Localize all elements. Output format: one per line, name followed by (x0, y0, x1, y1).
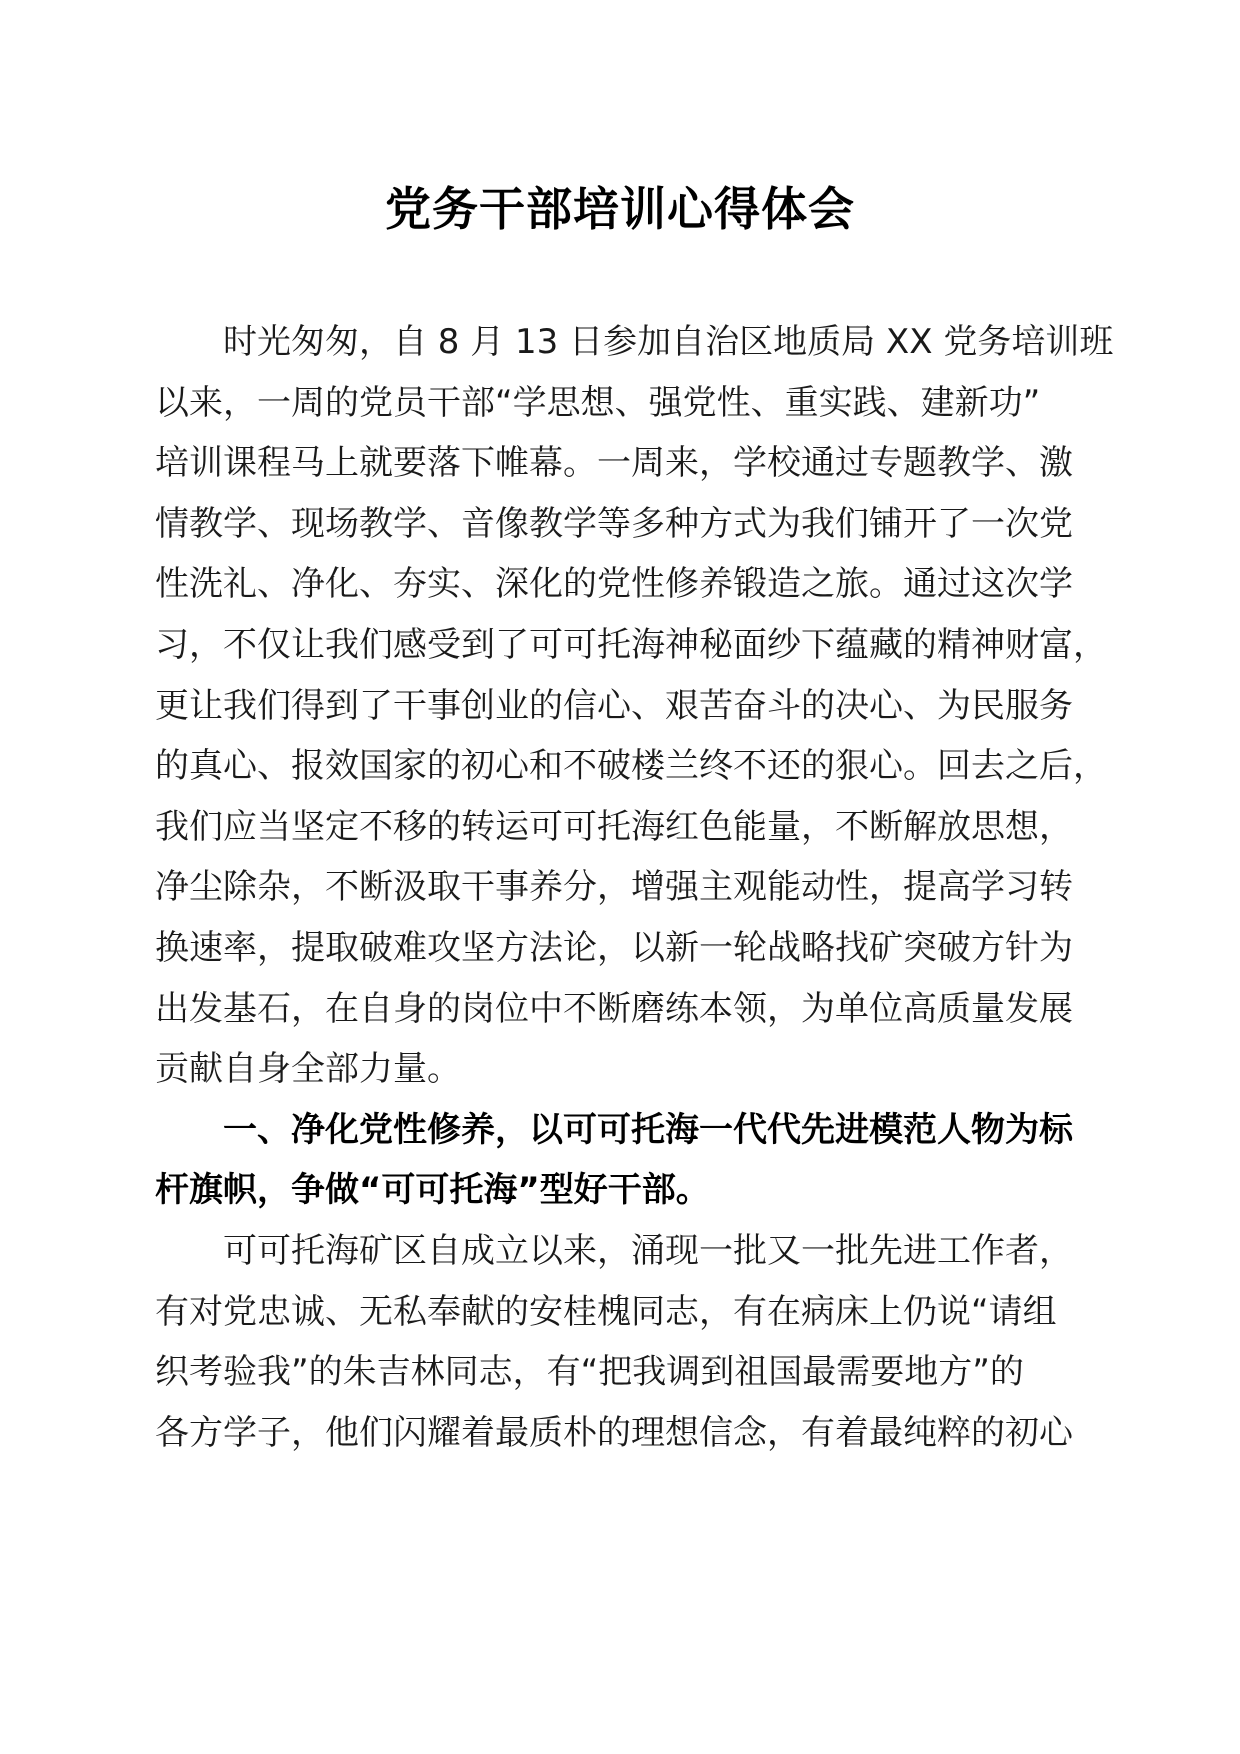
paragraph-line: 习，不仅让我们感受到了可可托海神秘面纱下蕴藏的精神财富， (155, 624, 1107, 665)
paragraph-line: 有对党忠诚、无私奉献的安桂槐同志，有在病床上仍说“请组 (155, 1291, 1057, 1332)
paragraph-line: 可可托海矿区自成立以来，涌现一批又一批先进工作者， (155, 1230, 1073, 1271)
paragraph-line: 贡献自身全部力量。 (155, 1049, 461, 1090)
document-title: 党务干部培训心得体会 (385, 182, 855, 236)
paragraph-line: 我们应当坚定不移的转运可可托海红色能量，不断解放思想， (155, 806, 1073, 847)
paragraph-line: 换速率，提取破难攻坚方法论，以新一轮战略找矿突破方针为 (155, 927, 1073, 968)
paragraph-line: 性洗礼、净化、夯实、深化的党性修养锻造之旅。通过这次学 (155, 564, 1073, 605)
paragraph-line: 各方学子，他们闪耀着最质朴的理想信念，有着最纯粹的初心 (155, 1412, 1073, 1453)
paragraph-line: 培训课程马上就要落下帷幕。一周来，学校通过专题教学、激 (155, 443, 1073, 484)
paragraph-line: 以来，一周的党员干部“学思想、强党性、重实践、建新功” (155, 382, 1041, 423)
paragraph-line: 净尘除杂，不断汲取干事养分，增强主观能动性，提高学习转 (155, 867, 1073, 908)
document-body (155, 312, 1114, 1463)
section-heading-line: 一、净化党性修养，以可可托海一代代先进模范人物为标 (155, 1109, 1073, 1150)
paragraph-line: 更让我们得到了干事创业的信心、艰苦奋斗的决心、为民服务 (155, 685, 1073, 726)
paragraph-line: 的真心、报效国家的初心和不破楼兰终不还的狠心。回去之后， (155, 746, 1107, 787)
paragraph-line: 织考验我”的朱吉林同志，有“把我调到祖国最需要地方”的 (155, 1352, 1024, 1393)
paragraph-line: 时光匆匆，自 8 月 13 日参加自治区地质局 XX 党务培训班 (155, 322, 1114, 362)
paragraph-line: 出发基石，在自身的岗位中不断磨练本领，为单位高质量发展 (155, 988, 1073, 1029)
paragraph-line: 情教学、现场教学、音像教学等多种方式为我们铺开了一次党 (155, 503, 1073, 544)
section-heading-line: 杆旗帜，争做“可可托海”型好干部。 (155, 1170, 710, 1211)
